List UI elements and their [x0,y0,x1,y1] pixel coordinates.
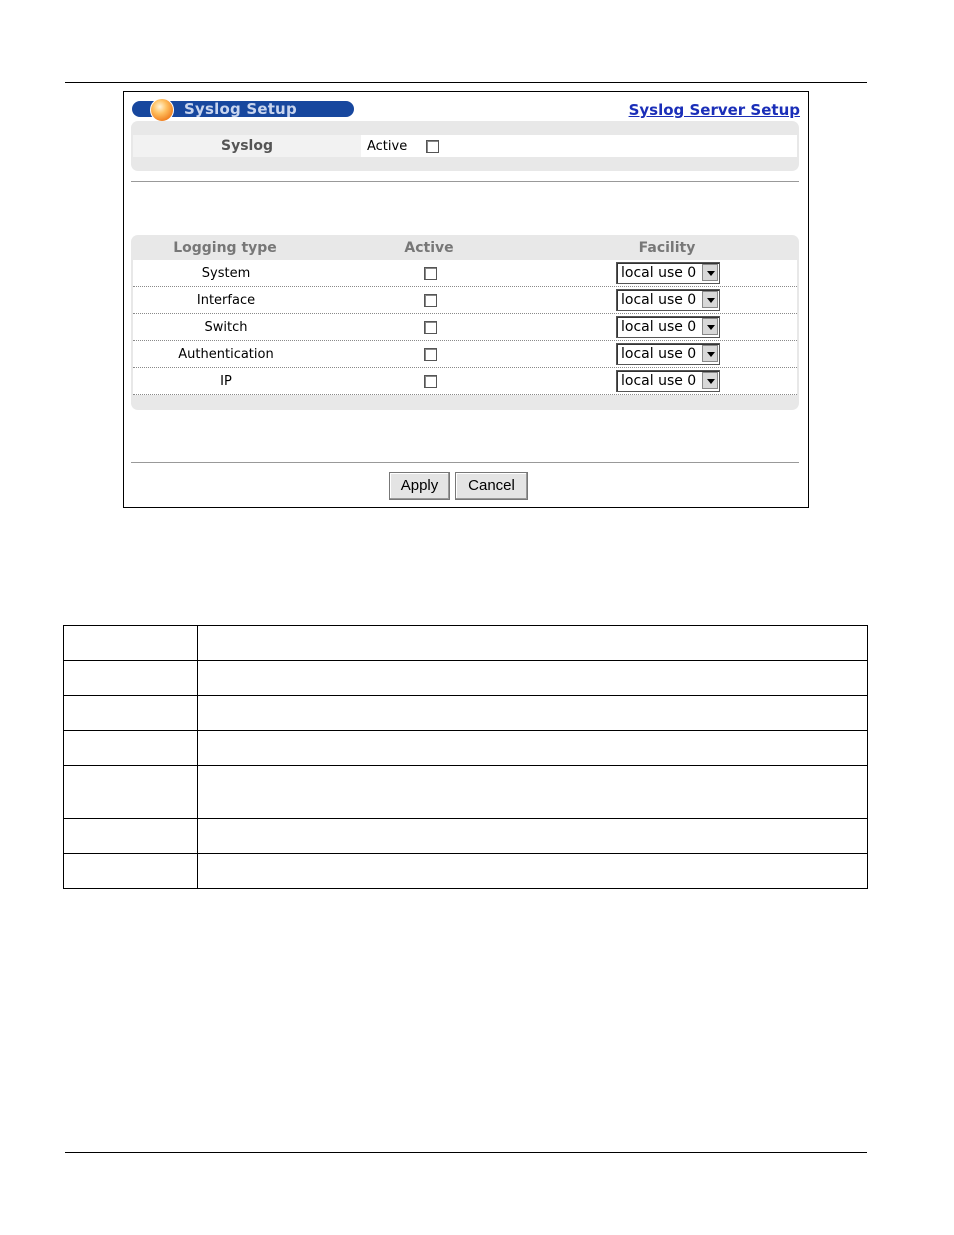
column-header-active: Active [404,240,454,256]
divider [131,462,799,463]
table-row [64,854,868,889]
logging-type-name: Authentication [178,347,274,362]
chevron-down-icon[interactable] [702,372,718,389]
column-header-logging-type: Logging type [173,240,277,256]
syslog-active-label: Active [367,139,408,154]
logging-type-name: System [201,266,251,281]
chevron-down-icon[interactable] [702,291,718,308]
logging-type-name: Switch [204,320,248,335]
page-title: Syslog Setup [184,100,297,118]
table-row [64,626,868,661]
facility-select[interactable] [616,262,720,284]
table-row [133,341,797,368]
table-row [64,766,868,819]
facility-value: local use 0 [621,346,697,362]
logging-type-name: Interface [196,293,256,308]
field-description-table [63,625,868,889]
active-checkbox[interactable] [424,321,437,334]
table-row [133,260,797,287]
facility-value: local use 0 [621,373,697,389]
chevron-down-icon[interactable] [702,318,718,335]
table-row [64,819,868,854]
facility-select[interactable] [616,370,720,392]
orb-icon [150,98,174,122]
logging-type-name: IP [220,374,232,389]
table-row [64,731,868,766]
apply-button[interactable]: Apply [389,472,450,500]
page-title-bar [132,101,354,117]
facility-value: local use 0 [621,292,697,308]
table-header [131,235,799,260]
syslog-label: Syslog [133,135,361,157]
chevron-down-icon[interactable] [702,264,718,281]
cancel-button[interactable]: Cancel [455,472,528,500]
facility-value: local use 0 [621,319,697,335]
table-row [133,368,797,395]
syslog-server-setup-link[interactable]: Syslog Server Setup [628,101,800,119]
table-row [133,287,797,314]
page-footer-rule [65,1152,867,1153]
chevron-down-icon[interactable] [702,345,718,362]
facility-select[interactable] [616,343,720,365]
page-header-rule [65,82,867,83]
active-checkbox[interactable] [424,375,437,388]
syslog-row [133,135,797,157]
divider [131,181,799,182]
syslog-section [131,121,799,171]
active-checkbox[interactable] [424,294,437,307]
table-row [64,661,868,696]
facility-value: local use 0 [621,265,697,281]
syslog-setup-screen [123,91,809,508]
facility-select[interactable] [616,289,720,311]
facility-select[interactable] [616,316,720,338]
active-checkbox[interactable] [424,348,437,361]
table-row [133,314,797,341]
logging-type-table [131,235,799,410]
table-row [64,696,868,731]
column-header-facility: Facility [638,240,696,256]
active-checkbox[interactable] [424,267,437,280]
syslog-active-checkbox[interactable] [426,140,439,153]
